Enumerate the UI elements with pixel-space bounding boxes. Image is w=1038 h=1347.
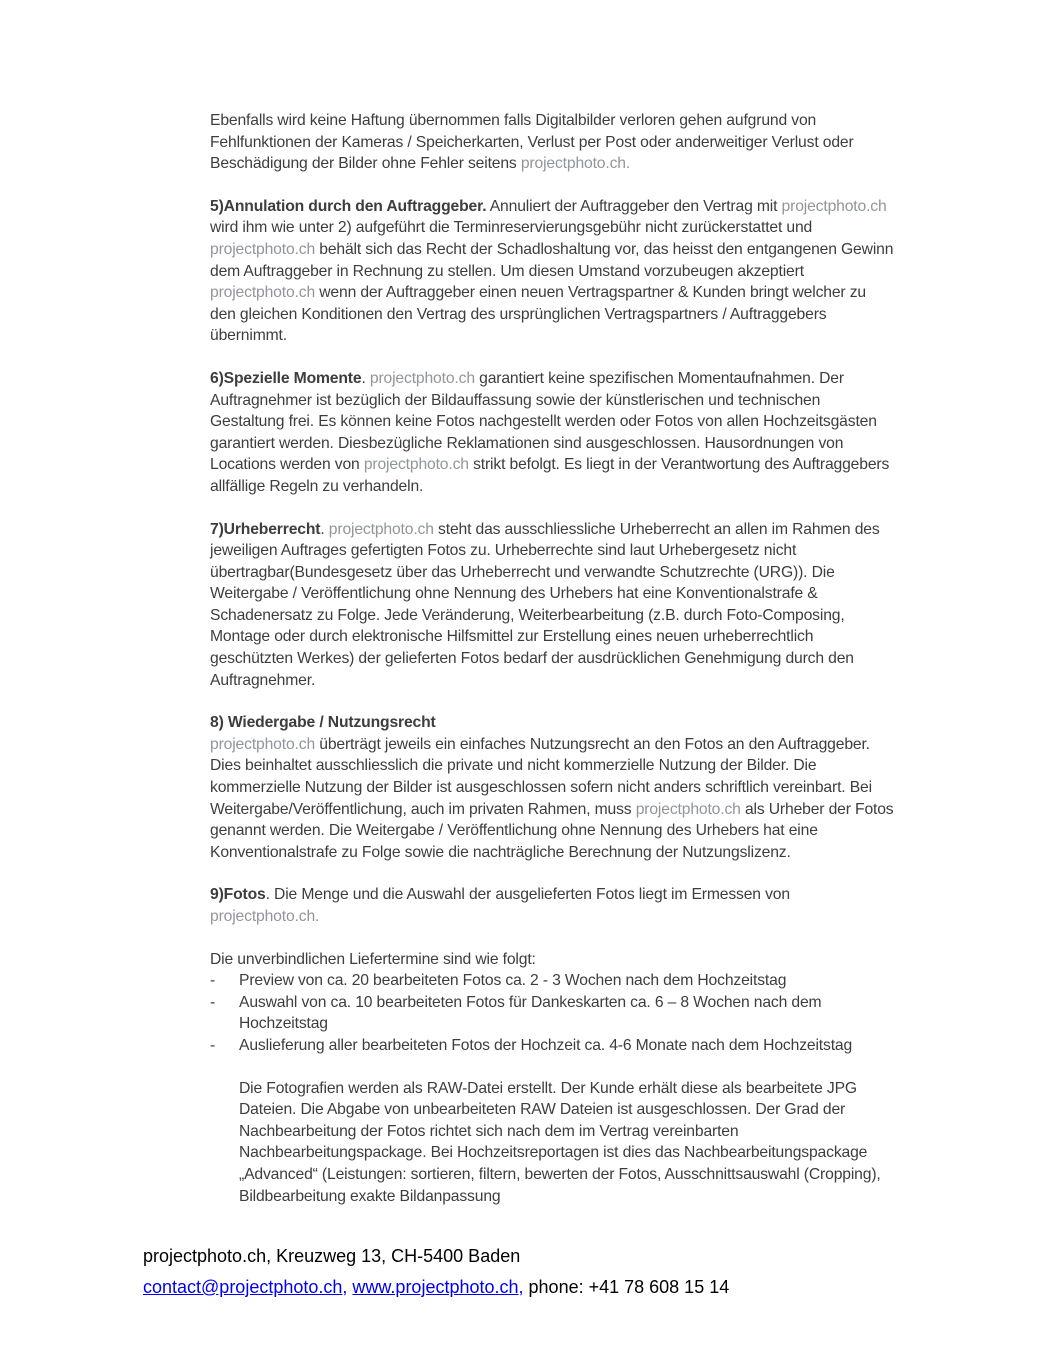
text-run: . bbox=[320, 520, 329, 538]
text-run: garantiert keine spezifischen Momentaufnahmen. Der Auftragnehmer ist bezüglich der Bildauffassung sowie der künstlerischen und technischen Gestaltung frei. Es können keine Fotos nachgestellt werden oder Fotos von allen Hochzeitsgästen garantiert werden. Diesbezügliche Reklamationen sind ausgeschlossen. Hausordnungen von Locations werden von bbox=[210, 369, 877, 474]
raw-processing-paragraph bbox=[239, 1078, 894, 1208]
text-run: Ebenfalls wird keine Haftung übernommen falls Digitalbilder verloren gehen aufgrund von Fehlfunktionen der Kameras / Speicherkarten, Verlust per Post oder anderweitiger Verlust oder Beschädigung der Bilder ohne Fehler seitens bbox=[210, 112, 854, 173]
text-run: strikt befolgt. Es liegt in der Verantwortung des Auftraggebers allfällige Regeln zu verhandeln. bbox=[210, 456, 890, 495]
text-run: überträgt jeweils ein einfaches Nutzungsrecht an den Fotos an den Auftraggeber. Dies beinhaltet ausschliesslich die private und nicht kommerzielle Nutzung der Bilder. Die kommerzielle Nutzung der Bilder ist ausgeschlossen sofern nicht anders schriftlich vereinbart. Bei Weitergabe/Veröffentlichung, auch im privaten Rahmen, muss bbox=[210, 735, 872, 818]
list-item bbox=[210, 992, 894, 1035]
bold-text-run: 9)Fotos bbox=[210, 886, 266, 904]
intro-liability-paragraph bbox=[210, 110, 894, 175]
text-run: phone: +41 78 608 15 14 bbox=[523, 1277, 730, 1297]
list-item-text bbox=[239, 1035, 894, 1057]
email-link[interactable]: contact@projectphoto.ch bbox=[143, 1277, 343, 1297]
list-marker: - bbox=[210, 993, 216, 1011]
list-marker: - bbox=[210, 972, 216, 990]
list-item-text bbox=[239, 970, 894, 992]
text-run: behält sich das Recht der Schadloshaltung vor, das heisst den entgangenen Gewinn dem Auftraggeber in Rechnung zu stellen. Um diesen Umstand vorzubeugen akzeptiert bbox=[210, 240, 894, 280]
text-run: Die unverbindlichen Liefertermine sind wie folgt: bbox=[210, 950, 536, 968]
footer-contact-line bbox=[143, 1272, 729, 1303]
brand-name-text: projectphoto.ch bbox=[781, 197, 887, 215]
blue-text-run: , bbox=[518, 1277, 524, 1297]
text-run: wird ihm wie unter 2) aufgeführt die Terminreservierungsgebühr nicht zurückerstattet und bbox=[210, 219, 813, 237]
brand-name-text: projectphoto.ch bbox=[210, 284, 316, 302]
brand-name-text: projectphoto.ch. bbox=[520, 155, 631, 173]
section-6-spezielle-momente bbox=[210, 368, 894, 498]
list-item-text bbox=[239, 992, 894, 1035]
bold-text-run: 7)Urheberrecht bbox=[210, 520, 321, 538]
text-run: . bbox=[361, 369, 370, 387]
bold-text-run: 8) Wiedergabe / Nutzungsrecht bbox=[210, 714, 436, 732]
text-run: Preview von ca. 20 bearbeiteten Fotos ca. 2 - 3 Wochen nach dem Hochzeitstag bbox=[239, 972, 787, 990]
footer-address: projectphoto.ch, Kreuzweg 13, CH-5400 Baden bbox=[143, 1246, 521, 1266]
section-5-annulation bbox=[210, 196, 894, 347]
text-run: Die Fotografien werden als RAW-Datei erstellt. Der Kunde erhält diese als bearbeitete JPG Dateien. Die Abgabe von unbearbeiteten RAW Dateien ist ausgeschlossen. Der Grad der Nachbearbeitung der Fotos richtet sich nach dem im Vertrag vereinbarten Nachbearbeitungspackage. Bei Hochzeitsreportagen ist dies das Nachbearbeitungspackage „Advanced“ (Leistungen: sortieren, filtern, bewerten der Fotos, Ausschnittsauswahl (Cropping), Bildbearbeitung exakte Bildanpassung bbox=[239, 1079, 881, 1205]
text-run: Auswahl von ca. 10 bearbeiteten Fotos für Dankeskarten ca. 6 – 8 Wochen nach dem Hochzeitstag bbox=[239, 993, 822, 1033]
bold-text-run: 5)Annulation durch den Auftraggeber. bbox=[210, 197, 487, 215]
brand-name-text: projectphoto.ch bbox=[328, 520, 434, 538]
delivery-terms-intro bbox=[210, 949, 894, 971]
text-run: als Urheber der Fotos genannt werden. Die Weitergabe / Veröffentlichung ohne Nennung des Urhebers hat eine Konventionalstrafe zu Folge sowie die nachträgliche Berechnung der Nutzungslizenz. bbox=[210, 800, 894, 861]
delivery-terms-list bbox=[210, 970, 894, 1056]
brand-name-text: projectphoto.ch bbox=[210, 240, 316, 258]
brand-name-text: projectphoto.ch bbox=[210, 735, 316, 753]
list-item bbox=[210, 1035, 894, 1057]
footer bbox=[143, 1241, 729, 1303]
text-run: wenn der Auftraggeber einen neuen Vertragspartner & Kunden bringt welcher zu den gleichen Konditionen den Vertrag des ursprünglichen Vertragspartners / Auftraggebers übernimmt. bbox=[210, 284, 866, 345]
brand-name-text: projectphoto.ch bbox=[363, 456, 469, 474]
brand-name-text: projectphoto.ch. bbox=[210, 908, 320, 925]
text-run: Annuliert der Auftraggeber den Vertrag mit bbox=[486, 197, 782, 215]
section-9-fotos bbox=[210, 884, 894, 927]
text-run: . Die Menge und die Auswahl der ausgelieferten Fotos liegt im Ermessen von bbox=[265, 886, 790, 904]
document-body bbox=[210, 110, 894, 1228]
text-run: steht das ausschliessliche Urheberrecht an allen im Rahmen des jeweiligen Auftrages gefertigten Fotos zu. Urheberrechte sind laut Urhebergesetz nicht übertragbar(Bundesgesetz über das Urheberrecht und verwandte Schutzrechte (URG)). Die Weitergabe / Veröffentlichung ohne Nennung des Urhebers hat eine Konventionalstrafe & Schadenersatz zu Folge. Jede Veränderung, Weiterbearbeitung (z.B. durch Foto-Composing, Montage oder durch elektronische Hilfsmittel zur Erstellung eines neuen urheberrechtlich geschützten Werkes) der gelieferten Fotos bedarf der ausdrücklichen Genehmigung durch den Auftragnehmer. bbox=[210, 520, 880, 689]
list-marker: - bbox=[210, 1036, 216, 1054]
list-item bbox=[210, 970, 894, 992]
blue-text-run: , bbox=[342, 1277, 348, 1297]
section-7-urheberrecht bbox=[210, 519, 894, 692]
brand-name-text: projectphoto.ch bbox=[635, 800, 741, 818]
section-8-wiedergabe-nutzungsrecht bbox=[210, 712, 894, 863]
brand-name-text: projectphoto.ch bbox=[369, 369, 475, 387]
text-run: Auslieferung aller bearbeiteten Fotos der Hochzeit ca. 4-6 Monate nach dem Hochzeitstag bbox=[239, 1036, 853, 1054]
bold-text-run: 6)Spezielle Momente bbox=[210, 369, 362, 387]
website-link[interactable]: www.projectphoto.ch bbox=[352, 1277, 519, 1297]
